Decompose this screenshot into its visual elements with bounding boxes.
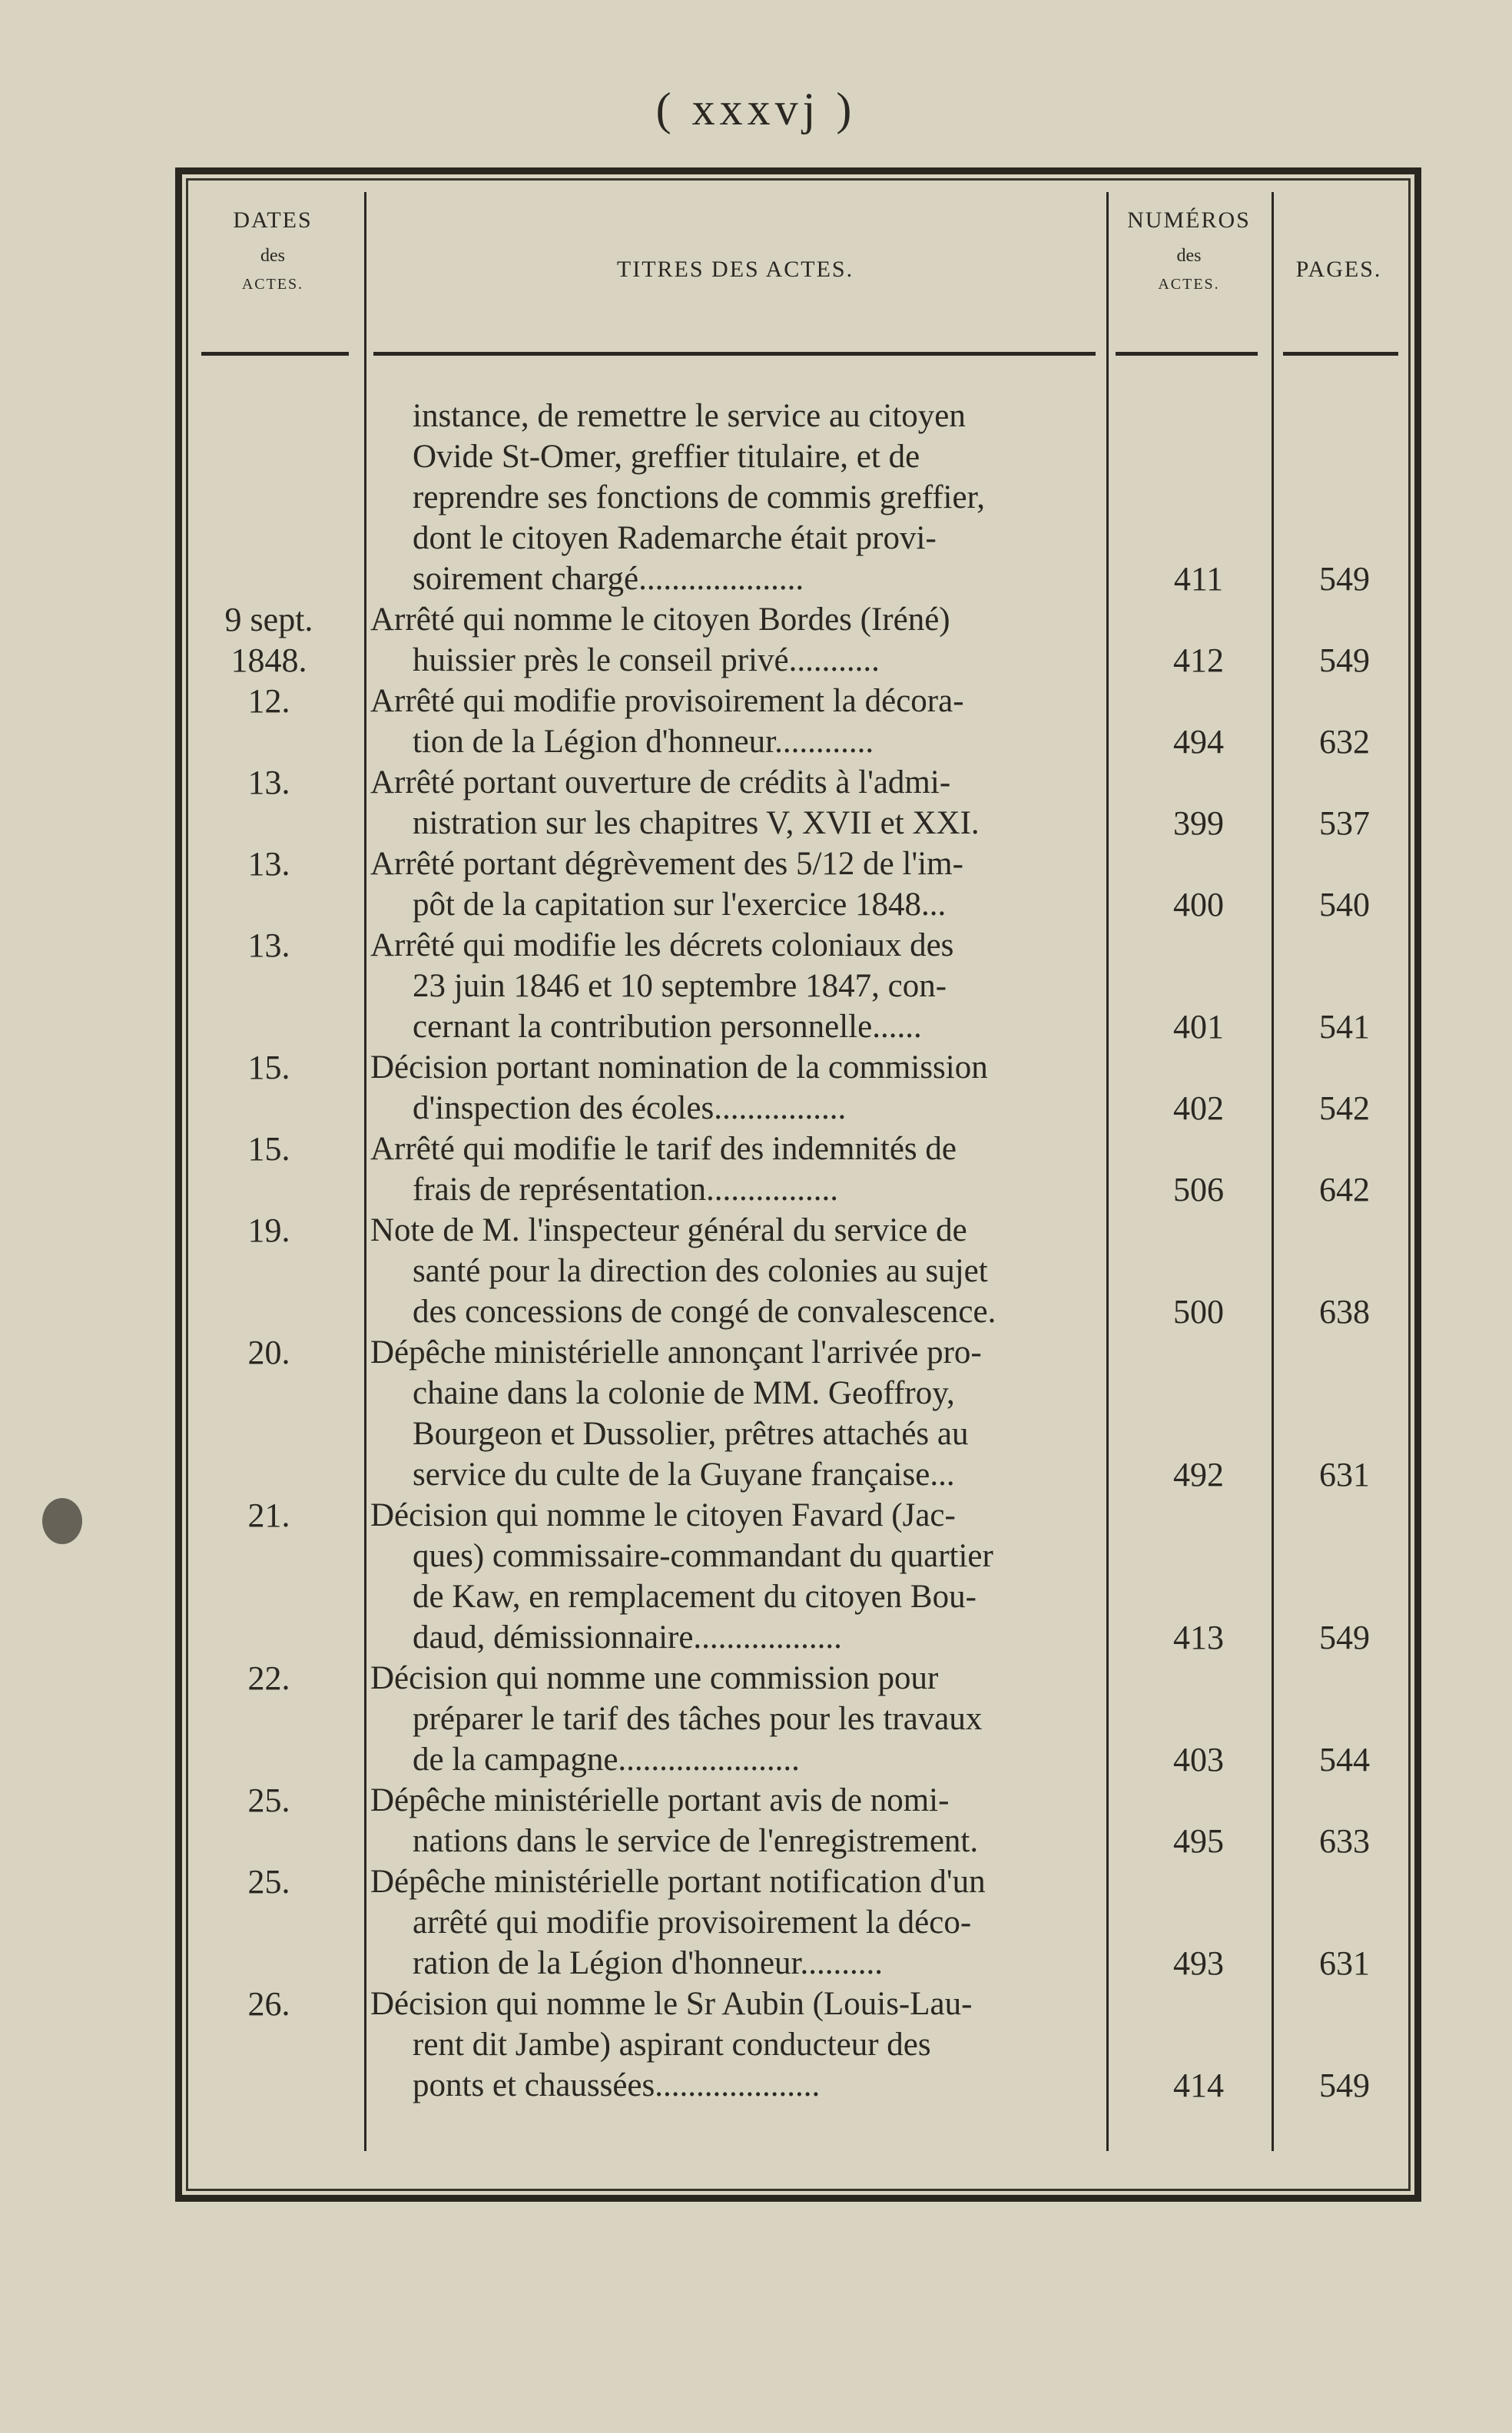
row-title-line: Dépêche ministérielle portant avis de nomi- [370,1782,950,1818]
row-date: 26. [247,1985,290,2023]
row-title-line: reprendre ses fonctions de commis greffier, [413,479,985,515]
column-divider [364,192,366,2151]
row-title-line: huissier près le conseil privé........... [413,642,880,678]
page-header: ( xxxvj ) [655,84,857,134]
row-number: 403 [1173,1741,1224,1778]
header-pages [1275,257,1402,283]
row-title [370,681,1100,762]
row-title-line: Dépêche ministérielle portant notification d'un [370,1864,986,1900]
row-title [370,1984,1100,2106]
row-page: 638 [1319,1293,1370,1331]
row-title-line: soirement chargé.................... [413,561,804,597]
row-page: 633 [1319,1822,1370,1860]
row-date: 25. [247,1782,290,1819]
row-date: 21. [247,1497,290,1534]
row-page: 549 [1319,560,1370,598]
row-title-line: préparer le tarif des tâches pour les travaux [413,1701,983,1737]
row-date: 13. [247,926,290,964]
header-numeros-line1: NUMÉROS [1127,207,1251,233]
row-page: 541 [1319,1008,1370,1046]
row-title-line: Note de M. l'inspecteur général du service de [370,1212,967,1248]
row-date: 15. [247,1130,290,1168]
row-number: 413 [1173,1619,1224,1656]
row-title-line: nations dans le service de l'enregistrement. [413,1823,979,1859]
row-date: 13. [247,764,290,801]
row-number: 493 [1173,1944,1224,1982]
header-dates-line1: DATES [233,207,313,233]
row-title-line: Arrêté portant dégrèvement des 5/12 de l'im- [370,846,963,882]
row-title-line: santé pour la direction des colonies au sujet [413,1253,988,1289]
row-number: 492 [1173,1456,1224,1493]
row-title-line: Décision portant nomination de la commission [370,1049,988,1086]
row-title-line: Bourgeon et Dussolier, prêtres attachés au [413,1416,969,1452]
header-rule [201,352,349,356]
row-title-line: Arrêté qui modifie provisoirement la décora- [370,683,964,719]
row-number: 506 [1173,1171,1224,1208]
row-title [370,762,1100,844]
row-title-line: 23 juin 1846 et 10 septembre 1847, con- [413,968,947,1004]
row-title [370,844,1100,925]
row-title-line: Dépêche ministérielle annonçant l'arrivée pro- [370,1334,982,1371]
header-numeros-line2: des [1176,246,1202,266]
row-page: 631 [1319,1456,1370,1493]
row-title-line: tion de la Légion d'honneur............ [413,724,874,760]
row-page: 544 [1319,1741,1370,1778]
row-title-line: nistration sur les chapitres V, XVII et XXI. [413,805,980,841]
row-title [370,1210,1100,1332]
row-title-line: ration de la Légion d'honneur.......... [413,1945,883,1981]
row-page: 542 [1319,1089,1370,1127]
header-titres [370,257,1100,283]
row-title-line: Arrêté qui nomme le citoyen Bordes (Iréné) [370,602,950,638]
row-title-line: Décision qui nomme une commission pour [370,1660,939,1696]
row-title [370,1495,1100,1658]
row-title-line: Ovide St-Omer, greffier titulaire, et de [413,439,920,475]
row-title [370,1658,1100,1780]
row-number: 402 [1173,1089,1224,1127]
row-title-line: cernant la contribution personnelle...... [413,1009,922,1045]
row-title-line: daud, démissionnaire.................. [413,1619,842,1656]
row-title [370,925,1100,1047]
row-number: 412 [1173,641,1224,679]
row-title [370,599,1100,681]
column-divider [1106,192,1109,2151]
row-page: 549 [1319,1619,1370,1656]
header-rule [1283,352,1398,356]
row-date: 12. [247,682,290,720]
row-page: 537 [1319,804,1370,842]
header-titres-label: TITRES DES ACTES. [616,257,854,282]
row-number: 411 [1173,560,1224,598]
header-numeros-line3: ACTES. [1158,276,1220,293]
row-title-line: de Kaw, en remplacement du citoyen Bou- [413,1579,976,1615]
row-title-line: ques) commissaire-commandant du quartier [413,1538,993,1574]
row-title-line: des concessions de congé de convalescence. [413,1294,996,1330]
ink-stain [42,1498,82,1544]
row-title-line: d'inspection des écoles................ [413,1090,847,1126]
row-title-line: pôt de la capitation sur l'exercice 1848... [413,887,947,923]
row-number: 399 [1173,804,1224,842]
row-page: 549 [1319,641,1370,679]
row-title-line: chaine dans la colonie de MM. Geoffroy, [413,1375,955,1411]
row-title-line: arrêté qui modifie provisoirement la déco- [413,1904,972,1941]
row-title [370,396,1100,599]
row-date: 19. [247,1212,290,1249]
row-title [370,1047,1100,1129]
row-title-line: ponts et chaussées.................... [413,2067,821,2103]
row-number: 401 [1173,1008,1224,1046]
row-page: 632 [1319,723,1370,761]
row-page: 540 [1319,886,1370,923]
row-title-line: Arrêté portant ouverture de crédits à l'admi- [370,764,951,801]
row-date: 22. [247,1659,290,1697]
header-dates [184,207,361,293]
row-title-line: de la campagne...................... [413,1742,800,1778]
header-pages-label: PAGES. [1295,257,1382,282]
row-number: 400 [1173,886,1224,923]
header-numeros [1110,207,1268,293]
row-number: 495 [1173,1822,1224,1860]
header-rule [1116,352,1258,356]
row-title [370,1332,1100,1495]
header-rule [373,352,1096,356]
row-title-line: instance, de remettre le service au citoyen [413,398,966,434]
row-page: 631 [1319,1944,1370,1982]
row-date: 25. [247,1863,290,1901]
row-title [370,1129,1100,1210]
row-title-line: frais de représentation................ [413,1172,839,1208]
header-dates-line2: des [260,246,285,266]
row-title-line: rent dit Jambe) aspirant conducteur des [413,2027,931,2063]
row-page: 549 [1319,2067,1370,2104]
row-number: 494 [1173,723,1224,761]
row-date: 9 sept. 1848. [224,601,313,679]
row-title-line: Arrêté qui modifie le tarif des indemnités de [370,1131,957,1167]
row-title-line: Décision qui nomme le citoyen Favard (Jac- [370,1497,956,1533]
row-date: 13. [247,845,290,883]
row-date: 20. [247,1334,290,1371]
row-number: 414 [1173,2067,1224,2104]
row-title-line: dont le citoyen Rademarche était provi- [413,520,937,556]
row-number: 500 [1173,1293,1224,1331]
row-title [370,1780,1100,1861]
row-page: 642 [1319,1171,1370,1208]
header-dates-line3: ACTES. [241,276,304,293]
row-date: 15. [247,1049,290,1086]
row-title [370,1861,1100,1984]
row-title-line: service du culte de la Guyane française... [413,1457,955,1493]
row-title-line: Décision qui nomme le Sr Aubin (Louis-Lau- [370,1986,973,2022]
row-title-line: Arrêté qui modifie les décrets coloniaux des [370,927,954,963]
